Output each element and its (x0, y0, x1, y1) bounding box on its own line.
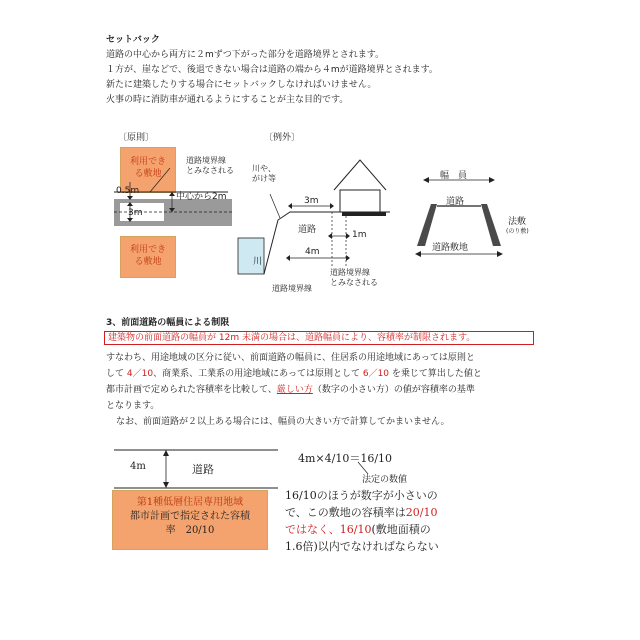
note-line-3 (285, 521, 431, 538)
bottom-dim-4m: 4m (130, 461, 146, 472)
p1-b3: 、商業系、工業系の用途地域にあっては原則として (153, 369, 363, 379)
width-road: 道路 (446, 197, 465, 207)
exception-label: 〔例外〕 (264, 133, 301, 143)
setback-line-1: 道路の中心から両方に２mずつ下がった部分を道路境界とされます。 (106, 50, 385, 60)
section3-boxed-frame (104, 331, 534, 345)
house-roof (334, 160, 386, 190)
zone-ratio: 率 20/10 (165, 525, 215, 536)
section3-boxed-text: 建築物の前面道路の幅員が 12m 未満の場合は、道路幅員により、容積率が制限されます。 (108, 333, 476, 343)
p1-ratio-commercial: 6／10 (362, 369, 390, 379)
note-line-2 (285, 504, 437, 521)
p1-b5: を乗じて算出した値と (389, 369, 482, 379)
note-2b: 20/10 (405, 506, 438, 519)
house-base (342, 212, 386, 216)
legal-value: 法定の数値 (362, 475, 408, 485)
zone-box (112, 490, 268, 550)
p1-b1: して (106, 369, 127, 379)
cliff-label: 川や、 がけ等 (252, 164, 276, 183)
zone-name: 第1種低層住居専用地域 (136, 497, 244, 508)
right-slope (481, 204, 501, 246)
exception-dim-1m: 1m (352, 230, 367, 240)
bottom-road: 道路 (192, 463, 214, 476)
note-3b: (敷地面積の (371, 523, 431, 536)
width-site: 道路敷地 (432, 243, 469, 253)
note-3a: ではなく、16/10 (285, 523, 372, 536)
section3-p1-line4: となります。 (106, 401, 160, 411)
setback-heading: セットバック (106, 35, 160, 45)
p1-ratio-residential: 4／10 (126, 369, 154, 379)
note-2a: で、この敷地の容積率は (285, 506, 406, 519)
exception-dim-3m: 3m (304, 196, 319, 206)
principle-boundary-note: 道路境界線 とみなされる (186, 156, 234, 175)
setback-line-4: 火事の時に消防車が通れるようにすることが主な目的です。 (106, 95, 349, 105)
exception-road: 道路 (298, 225, 317, 235)
exception-boundary-note: 道路境界線 とみなされる (330, 268, 378, 287)
river-label: 川 (253, 257, 263, 267)
p1-c1: 都市計画で定められた容積率を比較して、 (106, 385, 277, 395)
p1-c3: （数字の小さい方）の値が容積率の基準 (312, 385, 475, 395)
width-slope: 法敷 (508, 217, 527, 227)
formula: 4m×4/10＝16/10 (298, 452, 393, 465)
exception-boundary-line: 道路境界線 (272, 284, 312, 293)
usable-site-bottom-label: 利用でき る敷地 (129, 245, 166, 267)
zone-city-plan: 都市計画で指定された容積 (130, 511, 250, 522)
width-label: 幅 員 (440, 171, 468, 181)
width-slope-note: (のり敷) (506, 228, 529, 235)
principle-label: 〔原則〕 (118, 133, 155, 143)
section3-p1-line1: すなわち、用途地域の区分に従い、前面道路の幅員に、住居系の用途地域にあっては原則と (106, 353, 475, 363)
section3-heading: 3、前面道路の幅員による制限 (106, 318, 230, 328)
leader-boundary (150, 168, 170, 192)
p1-stricter: 厳しい方 (276, 385, 313, 395)
section3-p2: なお、前面道路が２以上ある場合には、幅員の大きい方で計算してかまいません。 (116, 417, 450, 427)
setback-line-3: 新たに建築したりする場合にセットバックしなければいけません。 (106, 80, 377, 90)
section3-p1-line2 (106, 368, 482, 381)
house-body (340, 190, 380, 212)
note-line-4: 1.6倍)以内でなければならない (285, 540, 439, 553)
principle-from-center: 中心から2m (176, 192, 227, 202)
cliff-line (264, 212, 390, 274)
principle-dim-3m: 3m (128, 208, 143, 218)
principle-dim-05: 0.5m (116, 186, 140, 196)
section3-p1-line3 (106, 384, 475, 397)
exception-dim-4m: 4m (305, 247, 320, 257)
usable-site-top-label: 利用でき る敷地 (129, 157, 166, 179)
setback-line-2: １方が、崖などで、後退できない場合は道路の端から４mが道路境界とされます。 (106, 65, 438, 75)
note-line-1: 16/10のほうが数字が小さいの (285, 489, 438, 502)
